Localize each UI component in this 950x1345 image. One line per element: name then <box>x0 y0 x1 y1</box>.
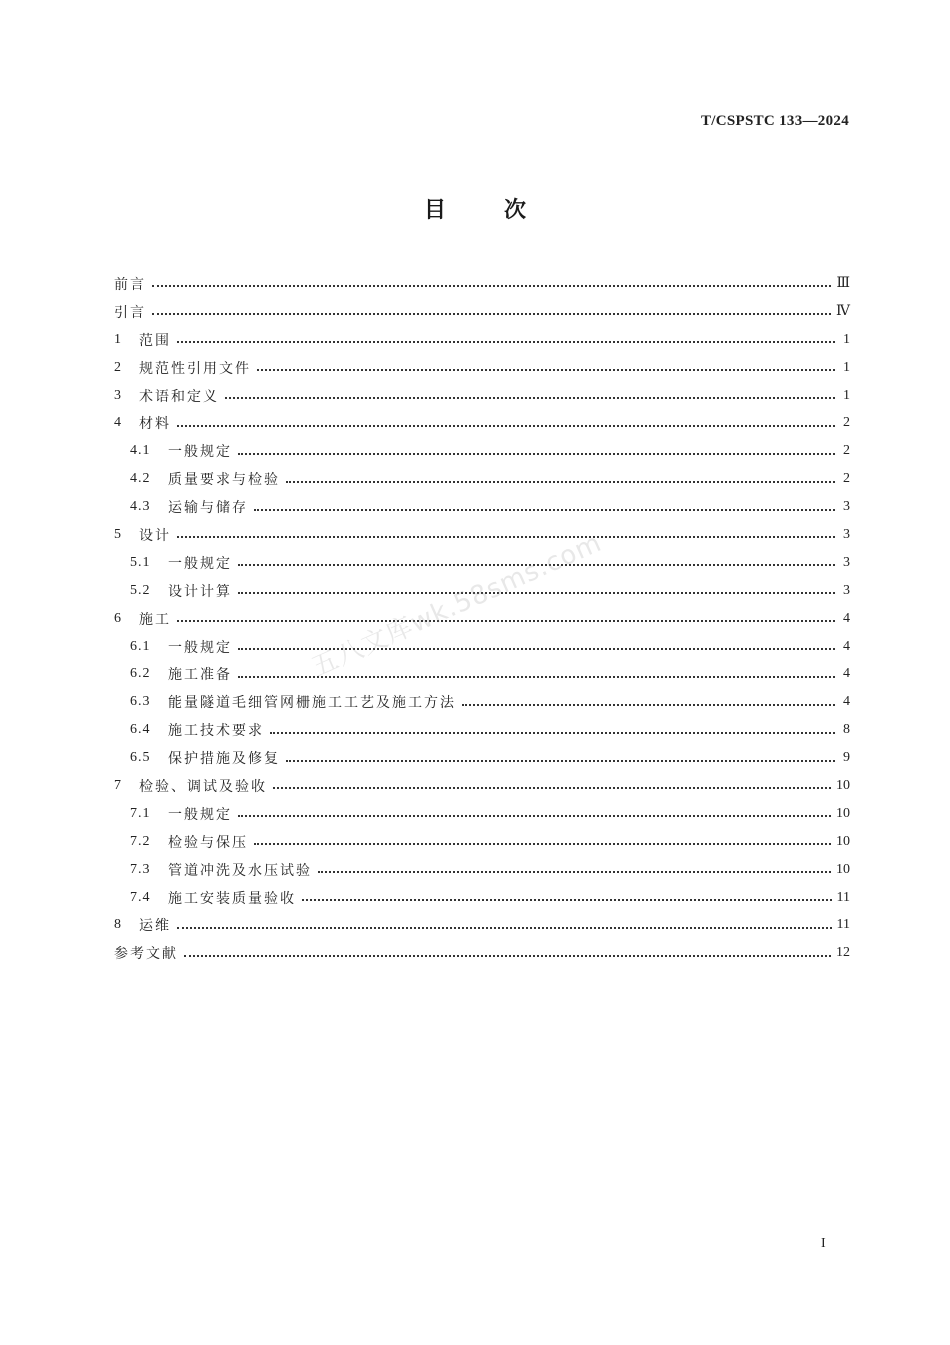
toc-entry-number: 7 <box>114 777 122 793</box>
toc-entry-label: 一般规定 <box>168 444 232 461</box>
toc-entry-page: 10 <box>836 777 850 793</box>
toc-entry[interactable] <box>114 884 850 912</box>
toc-dot-leader <box>270 731 835 734</box>
toc-entry[interactable] <box>114 437 850 465</box>
toc-entry-page: 3 <box>843 582 850 598</box>
toc-entry-page: 3 <box>843 499 850 515</box>
toc-entry-label: 施工技术要求 <box>168 723 264 740</box>
toc-entry-number: 7.3 <box>130 861 151 877</box>
toc-entry-label: 施工准备 <box>168 667 232 684</box>
toc-entry-label: 管道冲洗及水压试验 <box>168 862 312 879</box>
toc-entry-number: 5.1 <box>130 554 151 570</box>
toc-entry[interactable] <box>114 800 850 828</box>
toc-entry[interactable] <box>114 772 850 800</box>
toc-entry[interactable] <box>114 828 850 856</box>
toc-entry[interactable] <box>114 354 850 382</box>
toc-dot-leader <box>177 535 835 538</box>
toc-dot-leader <box>238 814 831 817</box>
toc-entry[interactable] <box>114 326 850 354</box>
toc-entry-page: 10 <box>836 833 850 849</box>
toc-entry-page: 4 <box>843 610 850 626</box>
toc-entry-page: 1 <box>843 387 850 403</box>
toc-entry[interactable] <box>114 939 850 967</box>
toc-entry-page: 12 <box>836 945 850 961</box>
toc-entry-label: 运维 <box>139 918 171 935</box>
document-code: T/CSPSTC 133—2024 <box>700 113 849 129</box>
toc-entry[interactable] <box>114 298 850 326</box>
toc-entry-page: 4 <box>843 666 850 682</box>
toc-entry-number: 7.2 <box>130 833 151 849</box>
toc-entry-page: 11 <box>836 917 850 933</box>
toc-dot-leader <box>286 759 835 762</box>
toc-entry-label: 能量隧道毛细管网栅施工工艺及施工方法 <box>168 695 456 712</box>
toc-entry-number: 4.2 <box>130 471 151 487</box>
toc-entry[interactable] <box>114 409 850 437</box>
toc-entry[interactable] <box>114 856 850 884</box>
toc-dot-leader <box>177 340 835 343</box>
toc-dot-leader <box>152 284 831 287</box>
toc-entry-number: 6.3 <box>130 694 151 710</box>
toc-entry-label: 材料 <box>139 416 171 433</box>
toc-entry-page: 1 <box>843 359 850 375</box>
toc-dot-leader <box>254 842 831 845</box>
toc-entry-number: 3 <box>114 387 122 403</box>
toc-entry-page: 10 <box>836 861 850 877</box>
toc-entry-number: 4.1 <box>130 443 151 459</box>
toc-entry-label: 一般规定 <box>168 555 232 572</box>
toc-entry-number: 6.1 <box>130 638 151 654</box>
toc-entry-number: 8 <box>114 917 122 933</box>
toc-dot-leader <box>318 870 831 873</box>
toc-entry-label: 范围 <box>139 332 171 349</box>
toc-dot-leader <box>177 926 832 929</box>
toc-dot-leader <box>184 954 831 957</box>
toc-dot-leader <box>177 619 835 622</box>
toc-entry[interactable] <box>114 688 850 716</box>
toc-entry[interactable] <box>114 465 850 493</box>
toc-entry-label: 施工 <box>139 611 171 628</box>
toc-dot-leader <box>254 508 835 511</box>
toc-entry-number: 4.3 <box>130 499 151 515</box>
toc-entry-label: 前言 <box>114 276 146 293</box>
page-title: 目次 <box>423 198 584 223</box>
toc-entry-label: 设计计算 <box>168 583 232 600</box>
toc-dot-leader <box>302 898 832 901</box>
toc-entry-page: 3 <box>843 554 850 570</box>
table-of-contents <box>114 270 850 967</box>
toc-entry-page: 11 <box>836 889 850 905</box>
toc-entry-label: 术语和定义 <box>139 388 219 405</box>
toc-entry-number: 5 <box>114 526 122 542</box>
toc-entry-number: 2 <box>114 359 122 375</box>
toc-entry-label: 质量要求与检验 <box>168 472 280 489</box>
toc-entry-label: 规范性引用文件 <box>139 360 251 377</box>
toc-entry-page: Ⅲ <box>836 276 850 292</box>
toc-entry-number: 7.4 <box>130 889 151 905</box>
toc-entry-label: 参考文献 <box>114 946 178 963</box>
toc-entry-page: Ⅳ <box>836 304 850 320</box>
toc-entry[interactable] <box>114 493 850 521</box>
toc-entry-page: 2 <box>843 443 850 459</box>
toc-entry-number: 6.5 <box>130 750 151 766</box>
toc-entry-label: 保护措施及修复 <box>168 751 280 768</box>
toc-entry-label: 检验与保压 <box>168 834 248 851</box>
toc-entry-label: 一般规定 <box>168 806 232 823</box>
toc-entry-page: 9 <box>843 750 850 766</box>
toc-entry[interactable] <box>114 744 850 772</box>
toc-entry[interactable] <box>114 911 850 939</box>
toc-entry-label: 设计 <box>139 527 171 544</box>
toc-entry[interactable] <box>114 270 850 298</box>
toc-dot-leader <box>177 424 835 427</box>
page-number: I <box>821 1236 826 1251</box>
toc-entry-page: 2 <box>843 471 850 487</box>
toc-entry-number: 6 <box>114 610 122 626</box>
toc-entry-page: 4 <box>843 638 850 654</box>
toc-entry[interactable] <box>114 521 850 549</box>
toc-entry-page: 4 <box>843 694 850 710</box>
toc-entry-number: 6.2 <box>130 666 151 682</box>
toc-entry[interactable] <box>114 716 850 744</box>
toc-entry-number: 1 <box>114 331 122 347</box>
toc-dot-leader <box>238 452 835 455</box>
toc-entry-number: 4 <box>114 415 122 431</box>
toc-entry[interactable] <box>114 633 850 661</box>
toc-dot-leader <box>257 368 835 371</box>
toc-entry-page: 8 <box>843 722 850 738</box>
toc-entry-label: 施工安装质量验收 <box>168 890 296 907</box>
toc-entry-page: 1 <box>843 331 850 347</box>
toc-dot-leader <box>462 703 835 706</box>
toc-dot-leader <box>225 396 835 399</box>
toc-entry-number: 6.4 <box>130 722 151 738</box>
toc-entry[interactable] <box>114 382 850 410</box>
toc-dot-leader <box>152 312 831 315</box>
toc-entry-number: 7.1 <box>130 805 151 821</box>
toc-dot-leader <box>286 480 835 483</box>
toc-entry-label: 一般规定 <box>168 639 232 656</box>
toc-dot-leader <box>238 591 835 594</box>
toc-dot-leader <box>273 786 831 789</box>
toc-entry-label: 引言 <box>114 304 146 321</box>
toc-entry[interactable] <box>114 660 850 688</box>
toc-entry-page: 3 <box>843 526 850 542</box>
watermark: 五八文库wk.58sms.com <box>307 527 607 683</box>
toc-entry-label: 运输与储存 <box>168 500 248 517</box>
toc-entry-label: 检验、调试及验收 <box>139 778 267 795</box>
toc-entry-number: 5.2 <box>130 582 151 598</box>
toc-entry-page: 2 <box>843 415 850 431</box>
toc-entry-page: 10 <box>836 805 850 821</box>
